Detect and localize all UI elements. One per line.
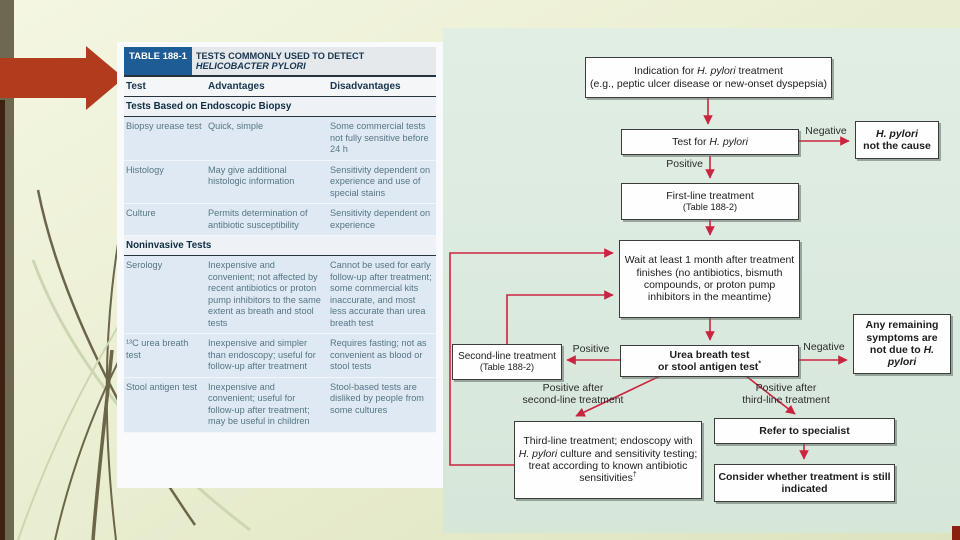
column-header-test: Test — [126, 81, 146, 92]
node-test: Test for H. pylori — [621, 129, 799, 155]
node-indication: Indication for H. pylori treatment (e.g., peptic ulcer disease or new-onset dyspepsia) — [585, 57, 832, 98]
node-second-line: Second-line treatment (Table 188-2) — [452, 344, 562, 380]
table-row: ¹³C urea breath test Inexpensive and simpler than endoscopy; useful for follow-up after treatment Requires fasting; not as convenient as blood or stool tests — [124, 334, 436, 378]
table-number-label: TABLE 188-1 — [124, 47, 192, 75]
edge-label-negative-mid: Negative — [803, 341, 845, 353]
section-header-endoscopic: Tests Based on Endoscopic Biopsy — [124, 97, 436, 117]
bottom-right-accent-block — [952, 526, 960, 540]
tests-table — [117, 42, 443, 488]
section-header-noninvasive: Noninvasive Tests — [124, 236, 436, 256]
treatment-algorithm-flowchart — [443, 28, 960, 533]
edge-label-after-second: Positive after second-line treatment — [522, 382, 624, 407]
edge-label-after-third: Positive after third-line treatment — [742, 382, 830, 407]
table-title-bar — [124, 47, 436, 77]
node-refer-specialist: Refer to specialist — [714, 418, 895, 444]
table-row: Culture Permits determination of antibiotic susceptibility Sensitivity dependent on experience — [124, 204, 436, 236]
node-any-remaining: Any remaining symptoms are not due to H. pylori — [853, 314, 951, 374]
table-title: TESTS COMMONLY USED TO DETECT HELICOBACTER PYLORI — [195, 51, 365, 71]
edge-label-positive-mid: Positive — [572, 343, 610, 355]
table-row: Biopsy urease test Quick, simple Some commercial tests not fully sensitive before 24 h — [124, 117, 436, 161]
edge-label-positive-top: Positive — [666, 158, 703, 170]
table-row: Serology Inexpensive and convenient; not affected by recent antibiotics or proton pump inhibitors to the same extent as breath and stool tests Cannot be used for early follow-up after treatment; some commercial kits inaccurate, and most less accurate than urea breath test — [124, 256, 436, 334]
node-first-line: First-line treatment (Table 188-2) — [621, 183, 799, 220]
node-consider-treatment: Consider whether treatment is still indicated — [714, 464, 895, 502]
column-header-disadvantages: Disadvantages — [330, 81, 401, 92]
node-third-line: Third-line treatment; endoscopy with H. pylori culture and sensitivity testing; treat according to known antibiotic sensitivities† — [514, 421, 702, 499]
node-wait: Wait at least 1 month after treatment finishes (no antibiotics, bismuth compounds, or proton pump inhibitors in the meantime) — [619, 240, 800, 318]
table-row: Stool antigen test Inexpensive and convenient; useful for follow-up after treatment; may be useful in children Stool-based tests are disliked by people from some cultures — [124, 378, 436, 433]
node-urea-breath-test: Urea breath test or stool antigen test* — [620, 345, 799, 377]
table-column-headers — [124, 77, 436, 97]
edge-label-negative-top: Negative — [805, 125, 847, 137]
left-maroon-strip — [0, 100, 5, 540]
node-not-the-cause: H. pylori not the cause — [855, 121, 939, 159]
red-pointer-arrow-icon — [0, 44, 126, 114]
table-row: Histology May give additional histologic information Sensitivity dependent on experience and use of special stains — [124, 161, 436, 205]
column-header-advantages: Advantages — [208, 81, 265, 92]
